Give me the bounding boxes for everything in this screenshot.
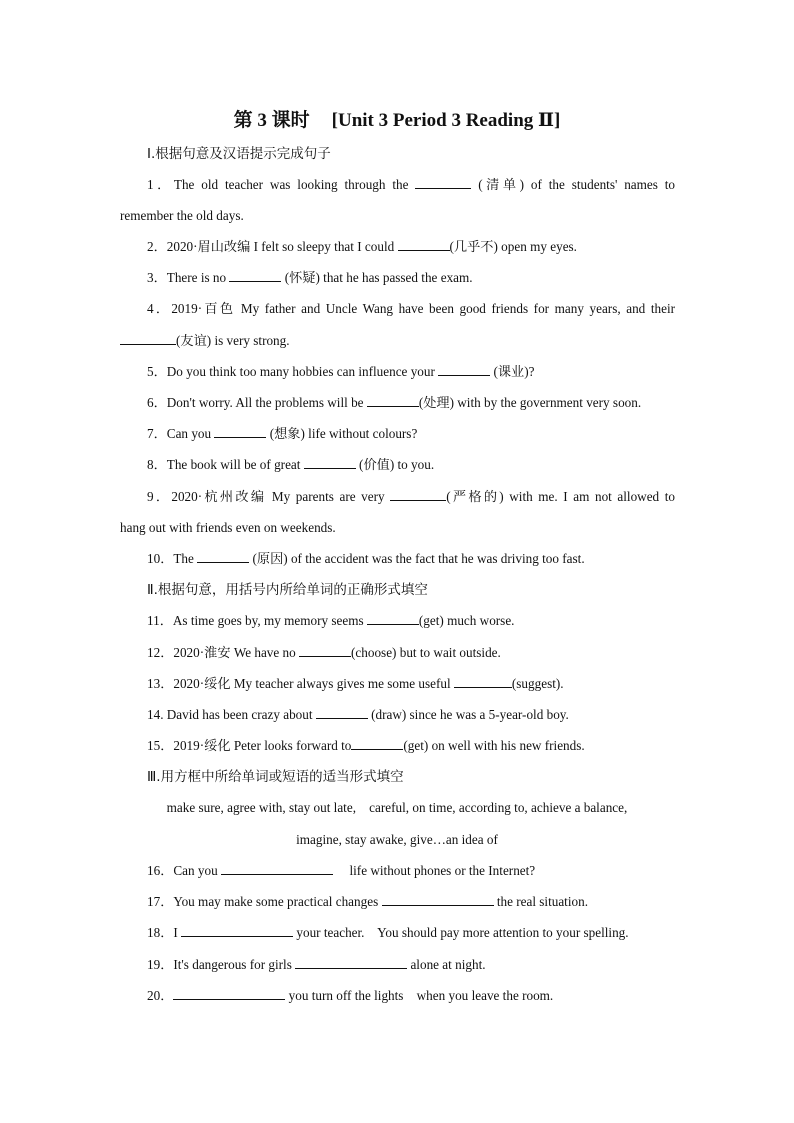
question-10: 10．The (原因) of the accident was the fact that he was driving too fast. — [147, 551, 585, 566]
answer-blank-18[interactable] — [181, 924, 293, 937]
question-18: 18．I your teacher. You should pay more attention to your spelling. — [147, 925, 629, 940]
question-3: 3．There is no (怀疑) that he has passed the exam. — [147, 270, 473, 285]
question-9: 9．2020·杭州改编 My parents are very (严格的) with me. I am not allowed to — [147, 489, 675, 504]
answer-blank-6[interactable] — [367, 394, 419, 407]
question-20: 20． you turn off the lights when you leave the room. — [147, 988, 554, 1003]
word-box-line-2: imagine, stay awake, give…an idea of — [296, 832, 498, 847]
unit-label: [Unit 3 Period 3 Reading Ⅱ] — [331, 110, 561, 131]
question-6: 6．Don't worry. All the problems will be (处理) with by the government very soon. — [147, 395, 642, 410]
answer-blank-5[interactable] — [438, 363, 490, 376]
question-17: 17．You may make some practical changes the real situation. — [147, 894, 588, 909]
section-2-heading: Ⅱ.根据句意，用括号内所给单词的正确形式填空 — [147, 582, 428, 598]
question-16: 16．Can you life without phones or the Internet? — [147, 863, 536, 878]
answer-blank-19[interactable] — [295, 956, 407, 969]
question-15: 15．2019·绥化 Peter looks forward to (get) on well with his new friends. — [147, 738, 585, 753]
answer-blank-7[interactable] — [214, 425, 266, 438]
question-13: 13．2020·绥化 My teacher always gives me some useful (suggest). — [147, 676, 564, 691]
question-8: 8．The book will be of great (价值) to you. — [147, 457, 435, 472]
question-5: 5．Do you think too many hobbies can influence your (课业)? — [147, 364, 535, 379]
page-title — [0, 105, 794, 132]
question-1: 1．The old teacher was looking through the (清单) of the students' names to — [147, 177, 676, 192]
lesson-label: 第 3 课时 — [233, 110, 310, 131]
question-4-continued: (友谊) is very strong. — [120, 332, 290, 350]
answer-blank-10[interactable] — [197, 550, 249, 563]
question-14: 14. David has been crazy about (draw) since he was a 5-year-old boy. — [147, 707, 569, 722]
answer-blank-3[interactable] — [229, 269, 281, 282]
answer-blank-15[interactable] — [351, 737, 403, 750]
section-1-heading: Ⅰ.根据句意及汉语提示完成句子 — [147, 146, 331, 162]
answer-blank-17[interactable] — [382, 893, 494, 906]
answer-blank-11[interactable] — [367, 612, 419, 625]
answer-blank-4[interactable] — [120, 332, 176, 345]
question-9-continued: hang out with friends even on weekends. — [120, 520, 336, 535]
question-1-continued: remember the old days. — [120, 208, 244, 223]
answer-blank-20[interactable] — [173, 987, 285, 1000]
question-4: 4．2019·百色 My father and Uncle Wang have been good friends for many years, and their — [147, 301, 675, 316]
question-2: 2．2020·眉山改编 I felt so sleepy that I could (几乎不) open my eyes. — [147, 239, 577, 254]
answer-blank-16[interactable] — [221, 862, 333, 875]
word-box-line-1: make sure, agree with, stay out late, careful, on time, according to, achieve a balance, — [166, 800, 628, 815]
question-12: 12．2020·淮安 We have no (choose) but to wait outside. — [147, 645, 501, 660]
answer-blank-13[interactable] — [454, 675, 512, 688]
answer-blank-12[interactable] — [299, 644, 351, 657]
question-11: 11．As time goes by, my memory seems (get) much worse. — [147, 613, 515, 628]
answer-blank-8[interactable] — [304, 456, 356, 469]
question-7: 7．Can you (想象) life without colours? — [147, 426, 418, 441]
section-3-heading: Ⅲ.用方框中所给单词或短语的适当形式填空 — [147, 769, 404, 785]
answer-blank-2[interactable] — [398, 238, 450, 251]
question-19: 19．It's dangerous for girls alone at night. — [147, 957, 486, 972]
answer-blank-14[interactable] — [316, 706, 368, 719]
answer-blank-1[interactable] — [415, 176, 471, 189]
answer-blank-9[interactable] — [390, 488, 446, 501]
